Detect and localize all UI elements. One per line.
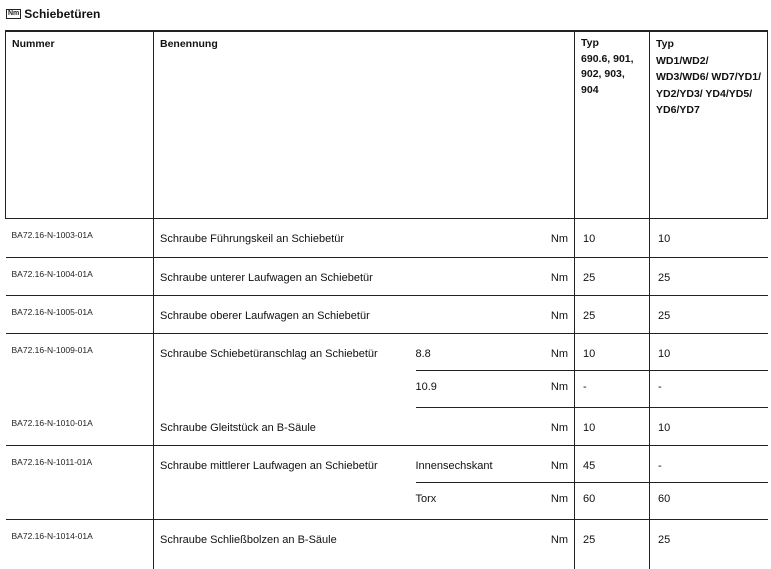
table-row xyxy=(6,218,768,257)
row-unit: Nm xyxy=(538,370,575,407)
row-nummer: BA72.16-N-1003-01A xyxy=(6,218,154,257)
torque-table xyxy=(5,30,768,569)
torque-nm-icon: Nm xyxy=(8,10,20,17)
table-row xyxy=(6,407,768,445)
table-row xyxy=(6,519,768,569)
row-benennung: Schraube Schiebetüranschlag an Schiebetür xyxy=(160,347,378,360)
table-row xyxy=(6,445,768,482)
section-title-text: Schiebetüren xyxy=(24,7,101,21)
row-typ-1-value: 10 xyxy=(575,407,650,445)
row-typ-1-value: 60 xyxy=(575,482,650,519)
row-typ-2-value: 25 xyxy=(658,533,671,546)
row-typ-1-value: 10 xyxy=(575,333,650,370)
row-benennung: Schraube Schließbolzen an B-Säule xyxy=(160,533,337,546)
row-benennung: Schraube mittlerer Laufwagen an Schiebetür xyxy=(154,445,416,519)
row-typ-2-value: - xyxy=(650,370,768,407)
row-typ-2-value: 25 xyxy=(650,295,768,333)
row-variant: 10.9 xyxy=(416,370,538,407)
row-unit: Nm xyxy=(538,482,575,519)
row-unit: Nm xyxy=(538,333,575,370)
row-nummer: BA72.16-N-1014-01A xyxy=(6,519,154,569)
row-typ-2-value: 60 xyxy=(650,482,768,519)
header-typ-2-label: Typ xyxy=(656,38,674,50)
row-unit: Nm xyxy=(538,257,575,295)
row-benennung: Schraube Gleitstück an B-Säule xyxy=(154,407,538,445)
row-variant: Torx xyxy=(416,482,538,519)
header-typ-1-models: 690.6, 901, 902, 903, 904 xyxy=(581,52,634,96)
row-typ-1-value: 45 xyxy=(575,445,650,482)
row-nummer: BA72.16-N-1010-01A xyxy=(6,407,154,445)
row-unit: Nm xyxy=(538,407,575,445)
row-variant: 8.8 xyxy=(415,347,431,360)
row-typ-1-value: 10 xyxy=(575,218,650,257)
header-typ-2 xyxy=(650,31,768,218)
row-variant: Innensechskant xyxy=(415,459,493,472)
table-header-row xyxy=(6,31,768,218)
header-typ-1 xyxy=(575,31,650,218)
table-row xyxy=(6,333,768,370)
row-benennung: Schraube Führungskeil an Schiebetür xyxy=(154,218,538,257)
row-typ-2-value: - xyxy=(650,445,768,482)
row-unit: Nm xyxy=(538,295,575,333)
row-nummer: BA72.16-N-1009-01A xyxy=(6,333,154,407)
row-typ-2-value: 10 xyxy=(650,407,768,445)
row-unit: Nm xyxy=(538,218,575,257)
section-title xyxy=(6,6,100,22)
row-typ-1-value: - xyxy=(575,370,650,407)
row-typ-1-value: 25 xyxy=(575,295,650,333)
header-typ-2-models: WD1/WD2/ WD3/WD6/ WD7/YD1/ YD2/YD3/ YD4/YD5/ YD6/YD7 xyxy=(656,54,762,116)
row-unit: Nm xyxy=(538,519,575,569)
row-typ-2-value: 25 xyxy=(650,257,768,295)
row-nummer: BA72.16-N-1004-01A xyxy=(6,257,154,295)
row-benennung: Schraube oberer Laufwagen an Schiebetür xyxy=(154,295,538,333)
row-nummer: BA72.16-N-1011-01A xyxy=(6,445,154,519)
row-typ-2-value: 10 xyxy=(650,218,768,257)
table-row xyxy=(6,295,768,333)
row-benennung: Schraube unterer Laufwagen an Schiebetür xyxy=(154,257,538,295)
header-nummer: Nummer xyxy=(6,31,154,218)
row-typ-1-value: 25 xyxy=(575,257,650,295)
table-row xyxy=(6,257,768,295)
row-typ-1-value: 25 xyxy=(575,519,650,569)
row-typ-2-value: 10 xyxy=(650,333,768,370)
header-typ-1-label: Typ xyxy=(581,37,599,49)
header-benennung: Benennung xyxy=(154,31,575,218)
row-nummer: BA72.16-N-1005-01A xyxy=(6,295,154,333)
row-unit: Nm xyxy=(538,445,575,482)
